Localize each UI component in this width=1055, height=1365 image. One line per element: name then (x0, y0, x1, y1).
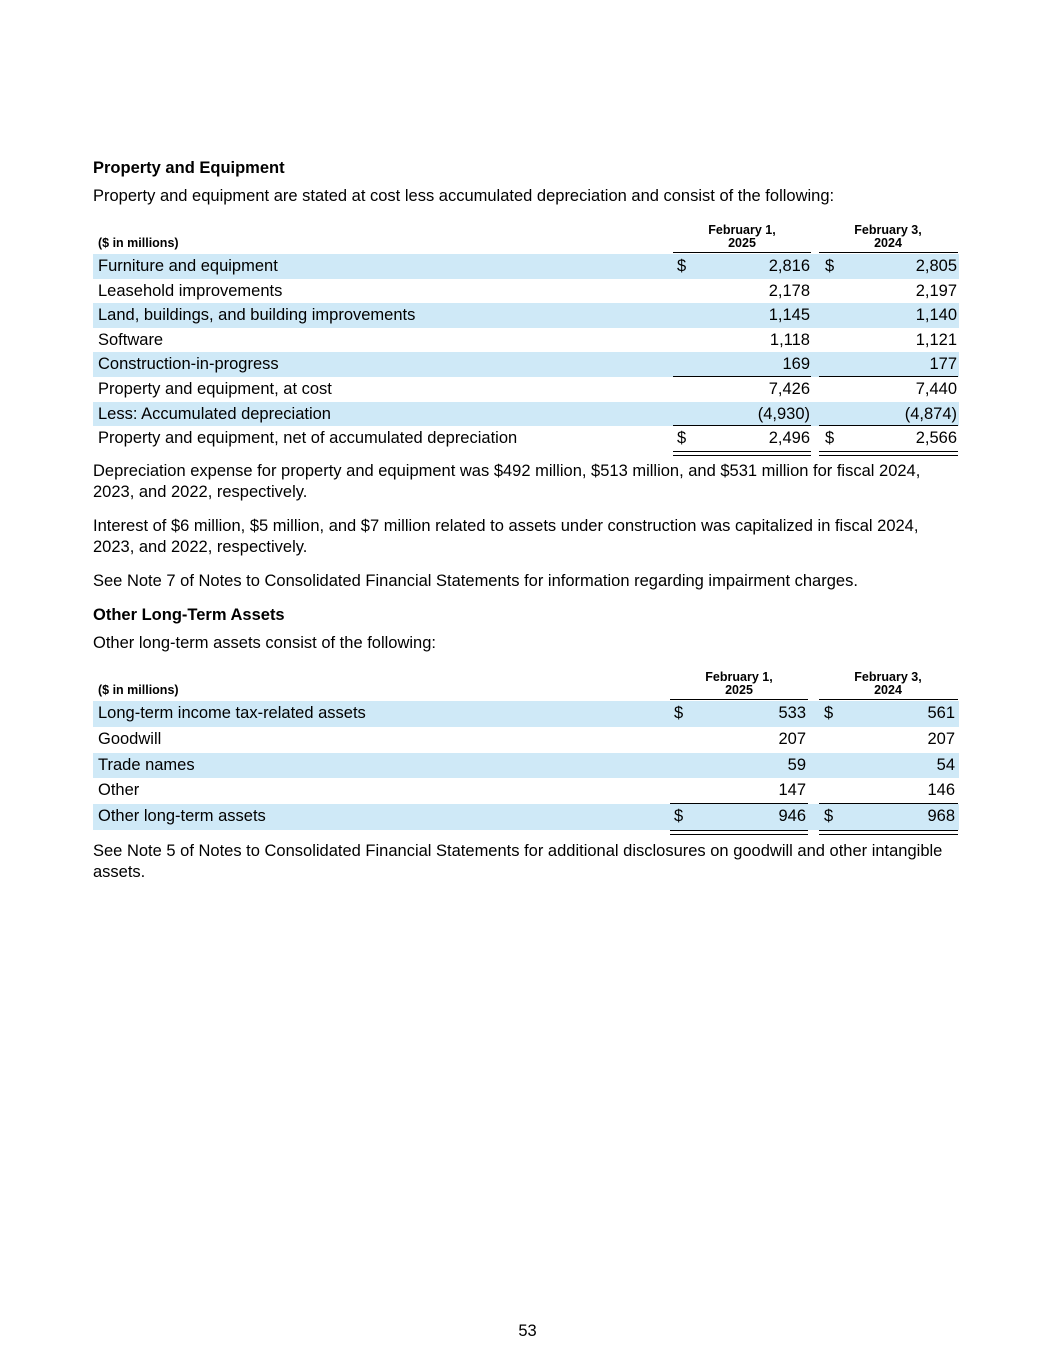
total-double-rule (673, 451, 811, 456)
value-2025: (4,930) (757, 404, 810, 423)
column-header-line: February 1, (708, 223, 776, 237)
row-label: Property and equipment, net of accumulated depreciation (98, 429, 518, 448)
column-header-2024 (819, 224, 957, 250)
total-double-rule (819, 830, 958, 835)
units-label: ($ in millions) (98, 683, 179, 697)
value-2024: 146 (927, 781, 955, 800)
row-label: Software (98, 330, 164, 349)
value-2025: 59 (787, 755, 806, 774)
value-2025: 1,118 (769, 330, 810, 349)
dollar-sign: $ (825, 429, 835, 448)
table-row (93, 352, 959, 377)
value-2025: 2,178 (768, 281, 810, 300)
dollar-sign: $ (825, 257, 835, 275)
row-label: Goodwill (98, 729, 162, 748)
table-row (93, 254, 959, 279)
section-intro-other-assets: Other long-term assets consist of the following: (93, 634, 436, 652)
column-header-line: 2024 (874, 683, 902, 697)
value-2024: 968 (927, 807, 955, 826)
value-2025: 7,426 (768, 380, 810, 398)
table-row (93, 778, 959, 804)
value-2025: 533 (778, 704, 806, 722)
table-row (93, 377, 959, 402)
value-2024: 2,197 (915, 281, 957, 300)
row-label: Less: Accumulated depreciation (98, 404, 331, 423)
value-2025: 147 (778, 781, 806, 800)
depreciation-paragraph: Depreciation expense for property and equipment was $492 million, $513 million, and $531 million for fiscal 2024, 2023, and 2022, respectively. (93, 462, 921, 501)
column-header-2025 (673, 224, 811, 250)
dollar-sign: $ (674, 704, 684, 722)
column-header-line: 2024 (874, 236, 902, 250)
total-double-rule (819, 451, 958, 456)
subtotal-rule (673, 376, 811, 377)
column-header-line: 2025 (728, 236, 756, 250)
dollar-sign: $ (677, 429, 687, 448)
row-label: Leasehold improvements (98, 281, 283, 300)
dollar-sign: $ (824, 704, 834, 722)
row-label: Trade names (98, 755, 195, 774)
units-label: ($ in millions) (98, 236, 179, 250)
column-header-line: February 1, (705, 670, 773, 684)
value-2024: 7,440 (915, 380, 957, 398)
dollar-sign: $ (674, 807, 684, 826)
subtotal-rule (819, 425, 958, 426)
table-row (93, 727, 959, 753)
section-heading-property: Property and Equipment (93, 159, 285, 177)
row-label: Construction-in-progress (98, 355, 279, 374)
table-row (93, 279, 959, 304)
value-2025: 1,145 (768, 306, 810, 325)
value-2024: 207 (927, 729, 955, 748)
header-rule (819, 252, 958, 253)
value-2025: 2,816 (768, 257, 810, 275)
row-label: Long-term income tax-related assets (98, 704, 366, 722)
impairment-note-paragraph: See Note 7 of Notes to Consolidated Financial Statements for information regarding impairment charges. (93, 572, 858, 590)
value-2024: (4,874) (904, 404, 957, 423)
goodwill-note-paragraph: See Note 5 of Notes to Consolidated Financial Statements for additional disclosures on goodwill and other intangible assets. (93, 842, 943, 881)
table-row (93, 753, 959, 779)
column-header-line: February 3, (854, 670, 922, 684)
value-2025: 207 (778, 729, 806, 748)
subtotal-rule (673, 425, 811, 426)
header-rule (819, 699, 958, 700)
subtotal-rule (670, 803, 808, 804)
column-header-line: February 3, (854, 223, 922, 237)
value-2024: 561 (927, 704, 955, 722)
section-intro-property: Property and equipment are stated at cost less accumulated depreciation and consist of the following: (93, 187, 835, 205)
total-double-rule (670, 830, 808, 835)
value-2025: 946 (778, 807, 806, 826)
table-row (93, 701, 959, 727)
value-2024: 2,805 (915, 257, 957, 275)
value-2024: 2,566 (915, 429, 957, 448)
page-number: 53 (518, 1322, 537, 1340)
column-header-2025 (670, 671, 808, 697)
column-header-line: 2025 (725, 683, 753, 697)
table-row (93, 303, 959, 328)
subtotal-rule (819, 376, 958, 377)
table-row (93, 402, 959, 427)
row-label: Land, buildings, and building improvements (98, 306, 416, 325)
value-2025: 2,496 (768, 429, 810, 448)
table-row (93, 328, 959, 353)
dollar-sign: $ (824, 807, 834, 826)
interest-paragraph: Interest of $6 million, $5 million, and $7 million related to assets under construction was capitalized in fiscal 2024, 2023, and 2022, respectively. (93, 517, 919, 556)
subtotal-rule (819, 803, 958, 804)
dollar-sign: $ (677, 257, 687, 275)
value-2024: 1,121 (915, 330, 957, 349)
value-2024: 1,140 (915, 306, 957, 325)
value-2024: 54 (936, 755, 955, 774)
row-label: Furniture and equipment (98, 257, 278, 275)
row-label: Property and equipment, at cost (98, 380, 332, 398)
table-row (93, 804, 959, 830)
value-2025: 169 (782, 355, 810, 374)
header-rule (670, 699, 808, 700)
table-row (93, 426, 959, 451)
value-2024: 177 (929, 355, 957, 374)
row-label: Other (98, 781, 140, 800)
header-rule (673, 252, 811, 253)
section-heading-other-assets: Other Long-Term Assets (93, 606, 285, 624)
column-header-2024 (819, 671, 957, 697)
row-label: Other long-term assets (98, 807, 266, 826)
